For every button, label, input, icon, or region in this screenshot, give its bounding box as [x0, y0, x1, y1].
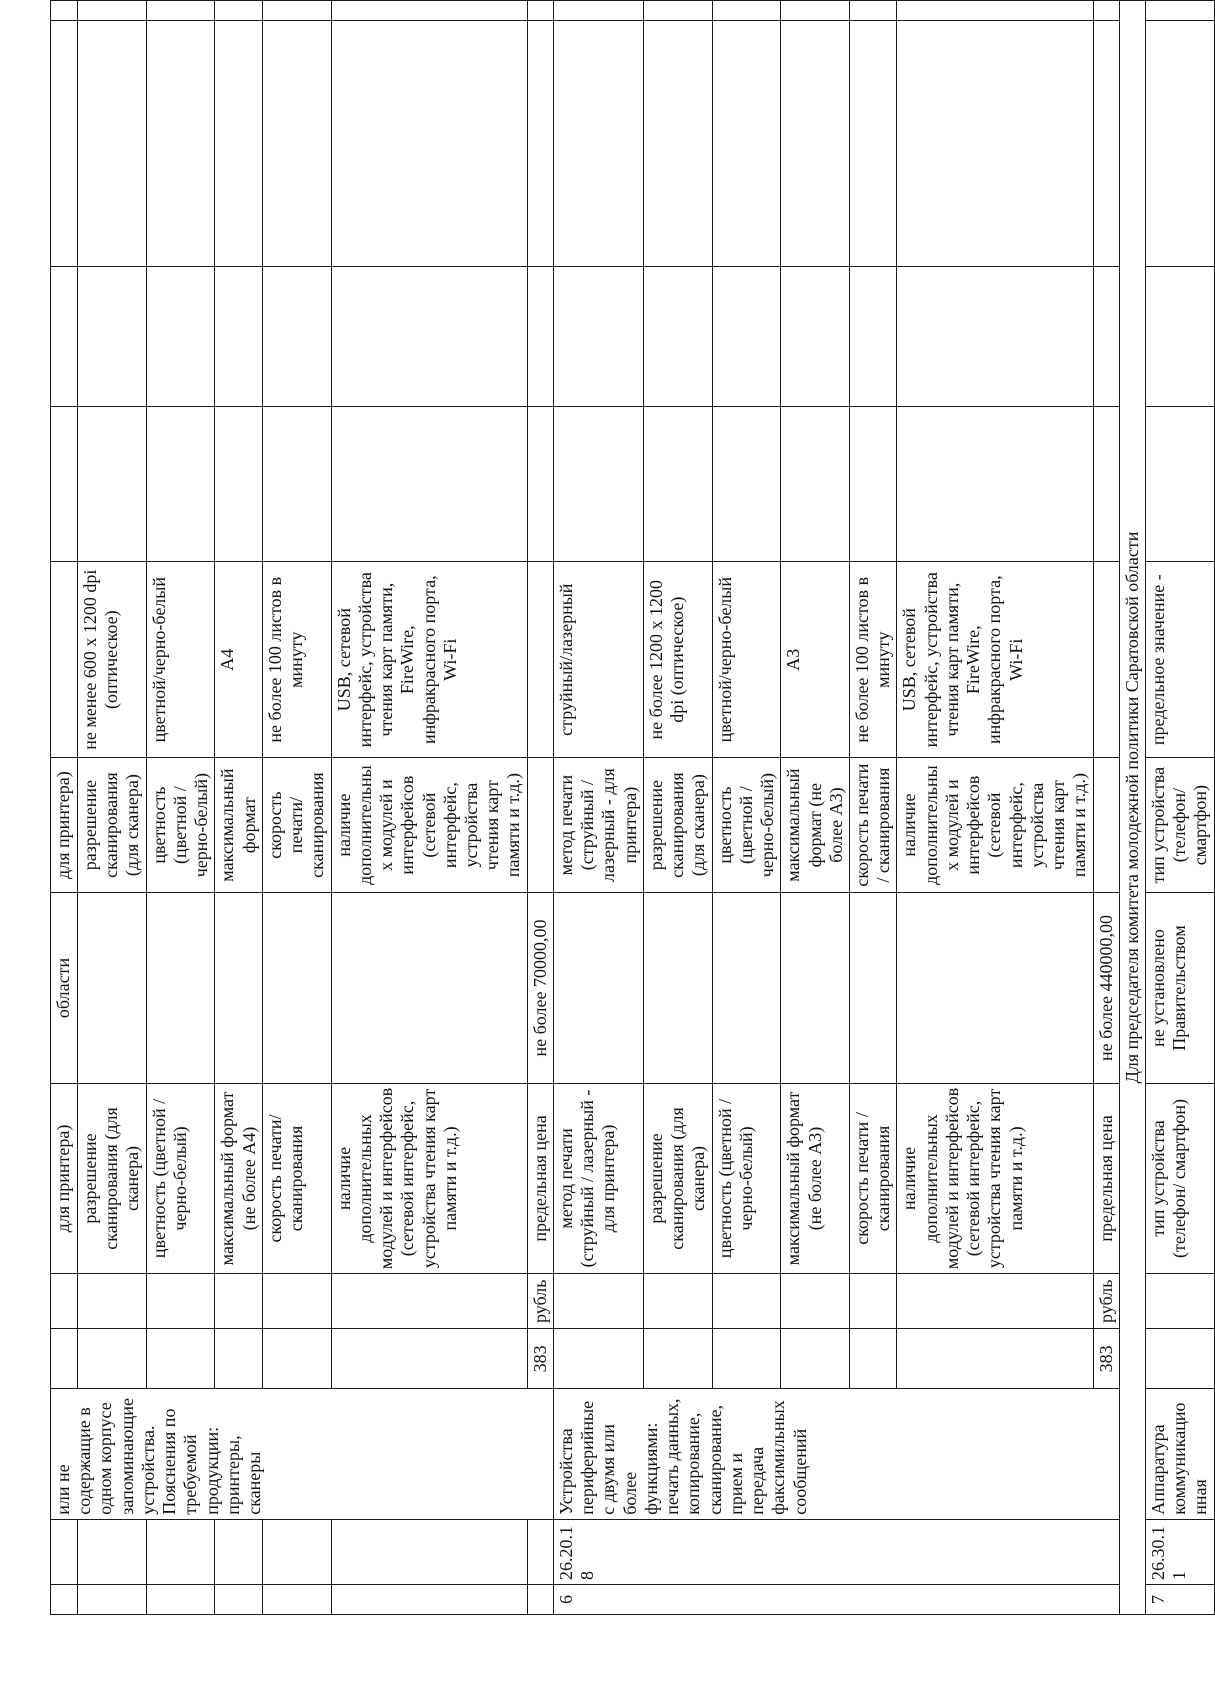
price-row: [1093, 1, 1119, 1615]
characteristic-cell: разрешение сканирования (для сканера): [78, 757, 147, 892]
okpd-code: 26.30.11: [1146, 1519, 1215, 1584]
row-number: 7: [1146, 1584, 1215, 1614]
characteristic-cell: цветность (цветной / черно-белый): [712, 757, 781, 892]
requirements-table: [50, 0, 1215, 1615]
value-cell: цветной/черно-белый: [712, 562, 781, 757]
header-region: области: [51, 893, 78, 1083]
rotated-table-container: [50, 0, 1211, 1615]
product-name: Аппаратура коммуникационная: [1146, 1389, 1215, 1519]
characteristic-cell: наличие дополнительных модулей и интерфейсов (сетевой интерфейс, устройства чтения карт памяти и т.д.): [331, 757, 527, 892]
characteristic-cell: скорость печати / сканирования: [849, 1083, 896, 1273]
table-row: [78, 1, 147, 1615]
characteristic-cell: максимальный формат (не более А4): [215, 1083, 262, 1273]
price-value-cell: не более 440000,00: [1093, 893, 1119, 1083]
unit-cell: рубль: [1093, 1274, 1119, 1329]
table-row: [146, 1, 215, 1615]
characteristic-cell: скорость печати/сканирования: [262, 757, 331, 892]
characteristic-cell: цветность (цветной / черно-белый): [146, 757, 215, 892]
value-cell: не более 100 листов в минуту: [849, 562, 896, 757]
code-cell: 383: [1093, 1329, 1119, 1389]
characteristic-cell: цветность (цветной / черно-белый): [712, 1083, 781, 1273]
price-label-cell: предельная цена: [527, 1083, 553, 1273]
row-number: 6: [553, 1584, 1119, 1614]
value-cell: предельное значение -: [1146, 562, 1215, 757]
table-row: [215, 1, 262, 1615]
value-cell: струйный/лазерный: [553, 562, 643, 757]
characteristic-cell: наличие дополнительных модулей и интерфейсов (сетевой интерфейс, устройства чтения карт памяти и т.д.): [897, 1083, 1093, 1273]
gov-requirement-cell: не установлено Правительством: [1146, 893, 1215, 1083]
table-row: [712, 1, 781, 1615]
header-for-printer: для принтера): [51, 1083, 78, 1273]
characteristic-cell: метод печати (струйный / лазерный - для принтера): [553, 1083, 643, 1273]
unit-cell: рубль: [527, 1274, 553, 1329]
header-for-printer-2: для принтера): [51, 757, 78, 892]
characteristic-cell: цветность (цветной / черно-белый): [146, 1083, 215, 1273]
price-value-cell: не более 70000,00: [527, 893, 553, 1083]
value-cell: цветной/черно-белый: [146, 562, 215, 757]
table-row: [1146, 1, 1215, 1615]
value-cell: А3: [781, 562, 850, 757]
characteristic-cell: тип устройства (телефон/ смартфон): [1146, 1083, 1215, 1273]
characteristic-cell: разрешение сканирования (для сканера): [78, 1083, 147, 1273]
table-row: [262, 1, 331, 1615]
characteristic-cell: максимальный формат (не более А3): [781, 757, 850, 892]
characteristic-cell: метод печати (струйный / лазерный - для принтера): [553, 757, 643, 892]
section-row: [1119, 1, 1145, 1615]
table-row: [643, 1, 712, 1615]
characteristic-cell: тип устройства (телефон/ смартфон): [1146, 757, 1215, 892]
price-label-cell: предельная цена: [1093, 1083, 1119, 1273]
table-row: [331, 1, 527, 1615]
characteristic-cell: скорость печати/сканирования: [262, 1083, 331, 1273]
code-cell: 383: [527, 1329, 553, 1389]
value-cell: не менее 600 x 1200 dpi (оптическое): [78, 562, 147, 757]
characteristic-cell: разрешение сканирования (для сканера): [643, 1083, 712, 1273]
table-row: [553, 1, 643, 1615]
okpd-code: 26.20.18: [553, 1519, 1119, 1584]
value-cell: не более 1200 x 1200 dpi (оптическое): [643, 562, 712, 757]
value-cell: USB, сетевой интерфейс, устройства чтения карт памяти, FireWire, инфракрасного порта, Wi-Fi: [897, 562, 1093, 757]
value-cell: А4: [215, 562, 262, 757]
product-name: Устройства периферийные с двумя или более функциями: печать данных, копирование, сканирование, прием и передача факсимильных сообщений: [553, 1389, 1119, 1519]
price-row: [527, 1, 553, 1615]
table-row: [51, 1, 78, 1615]
characteristic-cell: максимальный формат: [215, 757, 262, 892]
value-cell: USB, сетевой интерфейс, устройства чтения карт памяти, FireWire, инфракрасного порта, Wi-Fi: [331, 562, 527, 757]
table-row: [897, 1, 1093, 1615]
characteristic-cell: скорость печати / сканирования: [849, 757, 896, 892]
section-title: Для председателя комитета молодежной политики Саратовской области: [1119, 1, 1145, 1615]
value-cell: не более 100 листов в минуту: [262, 562, 331, 757]
characteristic-cell: наличие дополнительных модулей и интерфейсов (сетевой интерфейс, устройства чтения карт памяти и т.д.): [331, 1083, 527, 1273]
characteristic-cell: максимальный формат (не более А3): [781, 1083, 850, 1273]
table-row: [781, 1, 850, 1615]
product-description-cell: или не содержащие в одном корпусе запоминающие устройства. Пояснения по требуемой продукции: принтеры, сканеры: [51, 1389, 554, 1519]
table-row: [849, 1, 896, 1615]
characteristic-cell: разрешение сканирования (для сканера): [643, 757, 712, 892]
characteristic-cell: наличие дополнительных модулей и интерфейсов (сетевой интерфейс, устройства чтения карт памяти и т.д.): [897, 757, 1093, 892]
